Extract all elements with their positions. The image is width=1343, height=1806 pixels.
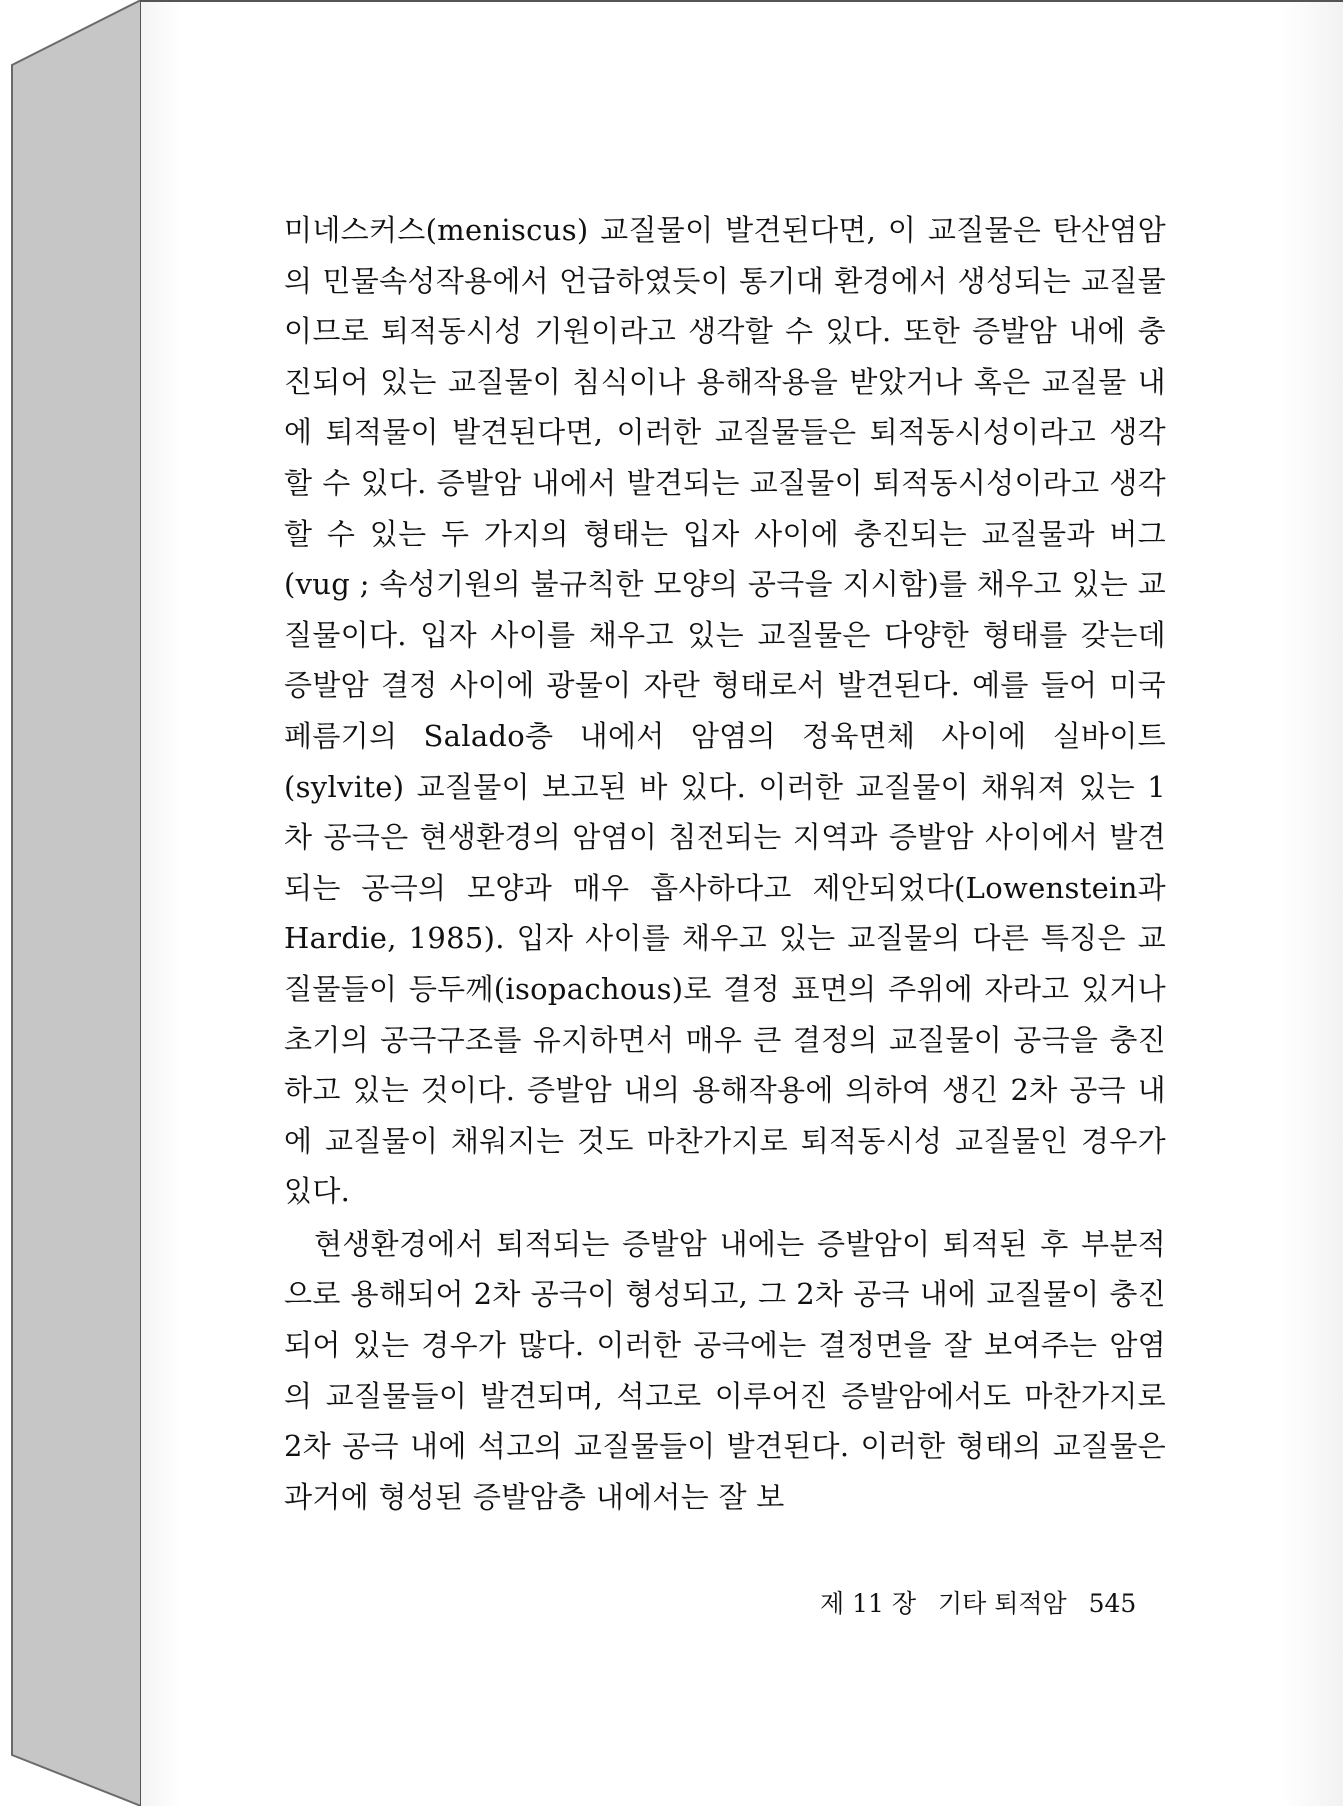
- chapter-title: 기타 퇴적암: [937, 1589, 1067, 1618]
- book-spine: [0, 0, 150, 1806]
- body-text: [284, 205, 1166, 1522]
- chapter-label: 제 11 장: [820, 1589, 917, 1618]
- page-number: 545: [1088, 1589, 1137, 1618]
- paragraph-1: 미네스커스(meniscus) 교질물이 발견된다면, 이 교질물은 탄산염암의 민물속성작용에서 언급하였듯이 통기대 환경에서 생성되는 교질물이므로 퇴적동시성 기원이라고 생각할 수 있다. 또한 증발암 내에 충진되어 있는 교질물이 침식이나 용해작용을 받았거나 혹은 교질물 내에 퇴적물이 발견된다면, 이러한 교질물들은 퇴적동시성이라고 생각할 수 있다. 증발암 내에서 발견되는 교질물이 퇴적동시성이라고 생각할 수 있는 두 가지의 형태는 입자 사이에 충진되는 교질물과 버그(vug ; 속성기원의 불규칙한 모양의 공극을 지시함)를 채우고 있는 교질물이다. 입자 사이를 채우고 있는 교질물은 다양한 형태를 갖는데 증발암 결정 사이에 광물이 자란 형태로서 발견된다. 예를 들어 미국 페름기의 Salado층 내에서 암염의 정육면체 사이에 실바이트(sylvite) 교질물이 보고된 바 있다. 이러한 교질물이 채워져 있는 1차 공극은 현생환경의 암염이 침전되는 지역과 증발암 사이에서 발견되는 공극의 모양과 매우 흡사하다고 제안되었다(Lowenstein과 Hardie, 1985). 입자 사이를 채우고 있는 교질물의 다른 특징은 교질물들이 등두께(isopachous)로 결정 표면의 주위에 자라고 있거나 초기의 공극구조를 유지하면서 매우 큰 결정의 교질물이 공극을 충진하고 있는 것이다. 증발암 내의 용해작용에 의하여 생긴 2차 공극 내에 교질물이 채워지는 것도 마찬가지로 퇴적동시성 교질물인 경우가 있다.: [284, 213, 1166, 1209]
- paragraph-2: 현생환경에서 퇴적되는 증발암 내에는 증발암이 퇴적된 후 부분적으로 용해되어 2차 공극이 형성되고, 그 2차 공극 내에 교질물이 충진되어 있는 경우가 많다. 이러한 공극에는 결정면을 잘 보여주는 암염의 교질물들이 발견되며, 석고로 이루어진 증발암에서도 마찬가지로 2차 공극 내에 석고의 교질물들이 발견된다. 이러한 형태의 교질물은 과거에 형성된 증발암층 내에서는 잘 보: [284, 1226, 1166, 1514]
- page-footer: [820, 1584, 1150, 1620]
